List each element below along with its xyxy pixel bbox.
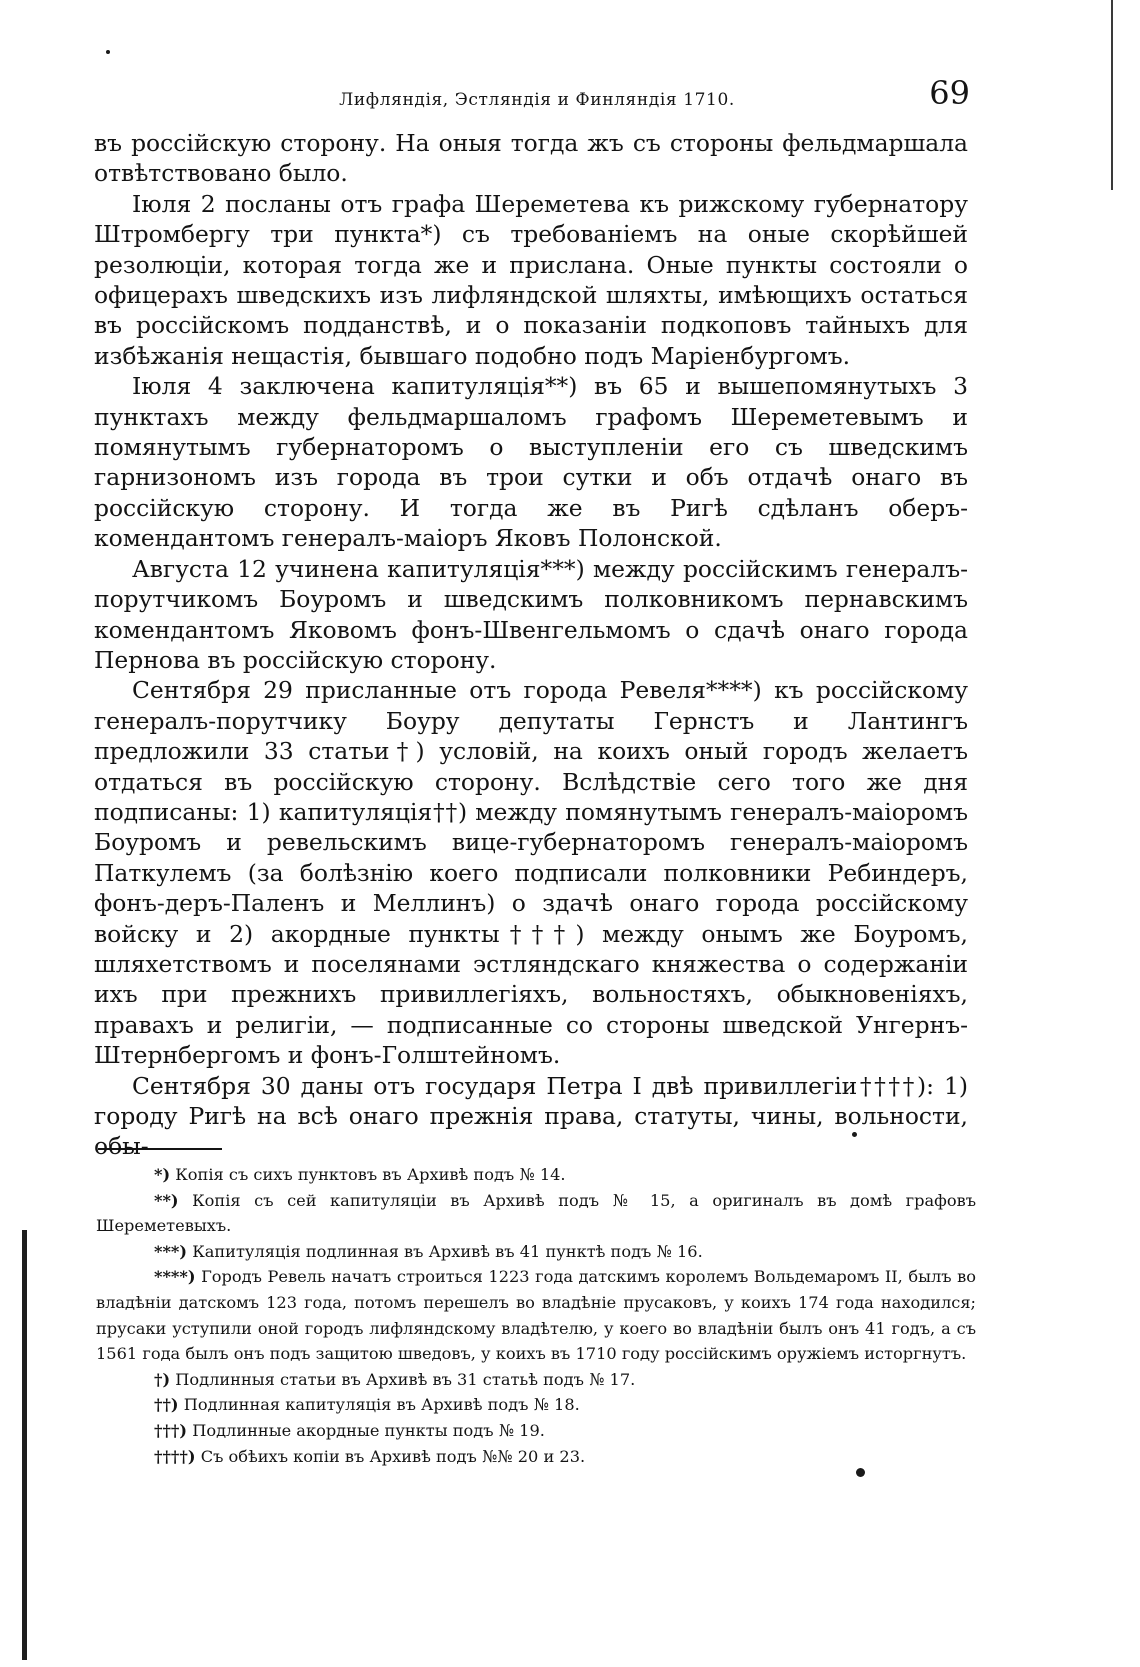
footnote (96, 1418, 976, 1444)
footnote-mark: ***) (154, 1241, 188, 1261)
footnote-text: Городъ Ревель начатъ строиться 1223 года датскимъ королемъ Вольдемаромъ II, былъ во владѣніи датскомъ 123 года, потомъ перешелъ во владѣніе прусаковъ, у коихъ 174 года находился; прусаки уступили оной городъ лифляндскому владѣтелю, у коего во владѣніи былъ онъ 41 годъ, а съ 1561 года былъ онъ подъ защитою шведовъ, у коихъ въ 1710 году россійскимъ оружіемъ исторгнутъ. (96, 1267, 976, 1364)
paragraph: Іюля 2 посланы отъ графа Шереметева къ рижскому губернатору Штромбергу три пункта*) съ требованіемъ на оные скорѣйшей резолюціи, которая тогда же и прислана. Оные пункты состояли о офицерахъ шведскихъ изъ лифляндской шляхты, имѣющихъ остаться въ россійскомъ подданствѣ, и о показаніи подкоповъ тайныхъ для избѣжанія нещастія, бывшаго подобно подъ Маріенбургомъ. (94, 189, 968, 370)
body-text (94, 128, 968, 1162)
footnote-text: Подлинная капитуляція въ Архивѣ подъ № 18. (183, 1395, 580, 1415)
footnote-text: Подлинные акордные пункты подъ № 19. (192, 1420, 545, 1440)
footnote (96, 1444, 976, 1470)
scan-edge-shadow (22, 1230, 27, 1660)
footnote-rule (98, 1148, 222, 1150)
paragraph: Августа 12 учинена капитуляція***) между россійскимъ генералъ-порутчикомъ Боуромъ и шведскимъ полковникомъ пернавскимъ комендантомъ Яковомъ фонъ-Швенгельмомъ о сдачѣ онаго города Пернова въ россійскую сторону. (94, 554, 968, 674)
footnote (96, 1264, 976, 1366)
footnote-text: Капитуляція подлинная въ Архивѣ въ 41 пунктѣ подъ № 16. (192, 1241, 703, 1261)
footnote-text: Копія съ сей капитуляціи въ Архивѣ подъ № 15, а оригиналъ въ домѣ графовъ Шереметевыхъ. (96, 1190, 976, 1236)
footnotes (96, 1162, 976, 1469)
paragraph: Сентября 29 присланные отъ города Ревеля****) къ россійскому генералъ-порутчику Боуру депутаты Гернстъ и Лантингъ предложили 33 статьи†) условій, на коихъ оный городъ желаетъ отдаться въ россійскую сторону. Вслѣдствіе сего того же дня подписаны: 1) капитуляція††) между помянутымъ генералъ-маіоромъ Боуромъ и ревельскимъ вице-губернаторомъ генералъ-маіоромъ Паткулемъ (за болѣзнію коего подписали полковники Ребиндеръ, фонъ-деръ-Паленъ и Меллинъ) о здачѣ онаго города россійскому войску и 2) акордные пункты†††) между онымъ же Боуромъ, шляхетствомъ и поселянами эстляндскаго княжества о содержаніи ихъ при прежнихъ привиллегіяхъ, вольностяхъ, обыкновеніяхъ, правахъ и религіи, — подписанные со стороны шведской Унгернъ-Штернбергомъ и фонъ-Голштейномъ. (94, 676, 968, 1070)
footnote-mark: ****) (154, 1267, 196, 1287)
footnote-mark: **) (154, 1190, 179, 1210)
scan-speck (852, 1132, 857, 1137)
footnote-mark: ††††) (154, 1446, 196, 1466)
footnote (96, 1239, 976, 1265)
footnote-mark: ††) (154, 1395, 179, 1415)
footnote-text: Съ обѣихъ копіи въ Архивѣ подъ №№ 20 и 23. (200, 1446, 586, 1466)
footnote (96, 1367, 976, 1393)
paragraph: Сентября 30 даны отъ государя Петра I двѣ привиллегіи††††): 1) городу Ригѣ на всѣ онаго прежнія права, статуты, чины, вольности, обы- (94, 1071, 968, 1161)
footnote-mark: *) (154, 1165, 171, 1184)
paragraph: Іюля 4 заключена капитуляція**) въ 65 и вышепомянутыхъ 3 пунктахъ между фельдмаршаломъ графомъ Шереметевымъ и помянутымъ губернаторомъ о выступленіи его съ шведскимъ гарнизономъ изъ города въ трои сутки и объ отдачѣ онаго въ россійскую сторону. И тогда же въ Ригѣ сдѣланъ оберъ-комендантомъ генералъ-маіоръ Яковъ Полонской. (94, 372, 968, 553)
page-header (92, 74, 982, 116)
footnote-text: Подлинныя статьи въ Архивѣ въ 31 статьѣ подъ № 17. (175, 1369, 636, 1389)
footnote-mark: †††) (154, 1420, 188, 1440)
scan-speck (106, 50, 110, 54)
footnote (96, 1188, 976, 1239)
running-title: Лифляндія, Эстляндія и Финляндія 1710. (339, 90, 735, 110)
footnote-mark: †) (154, 1369, 171, 1389)
footnote (96, 1162, 976, 1188)
footnote (96, 1392, 976, 1418)
footnote-text: Копія съ сихъ пунктовъ въ Архивѣ подъ № 14. (175, 1165, 566, 1184)
page-number: 69 (929, 74, 970, 112)
scan-speck (856, 1468, 865, 1477)
paragraph: въ россійскую сторону. На оныя тогда жъ съ стороны фельдмаршала отвѣтствовано было. (94, 129, 968, 188)
scan-edge-line (1111, 0, 1113, 190)
